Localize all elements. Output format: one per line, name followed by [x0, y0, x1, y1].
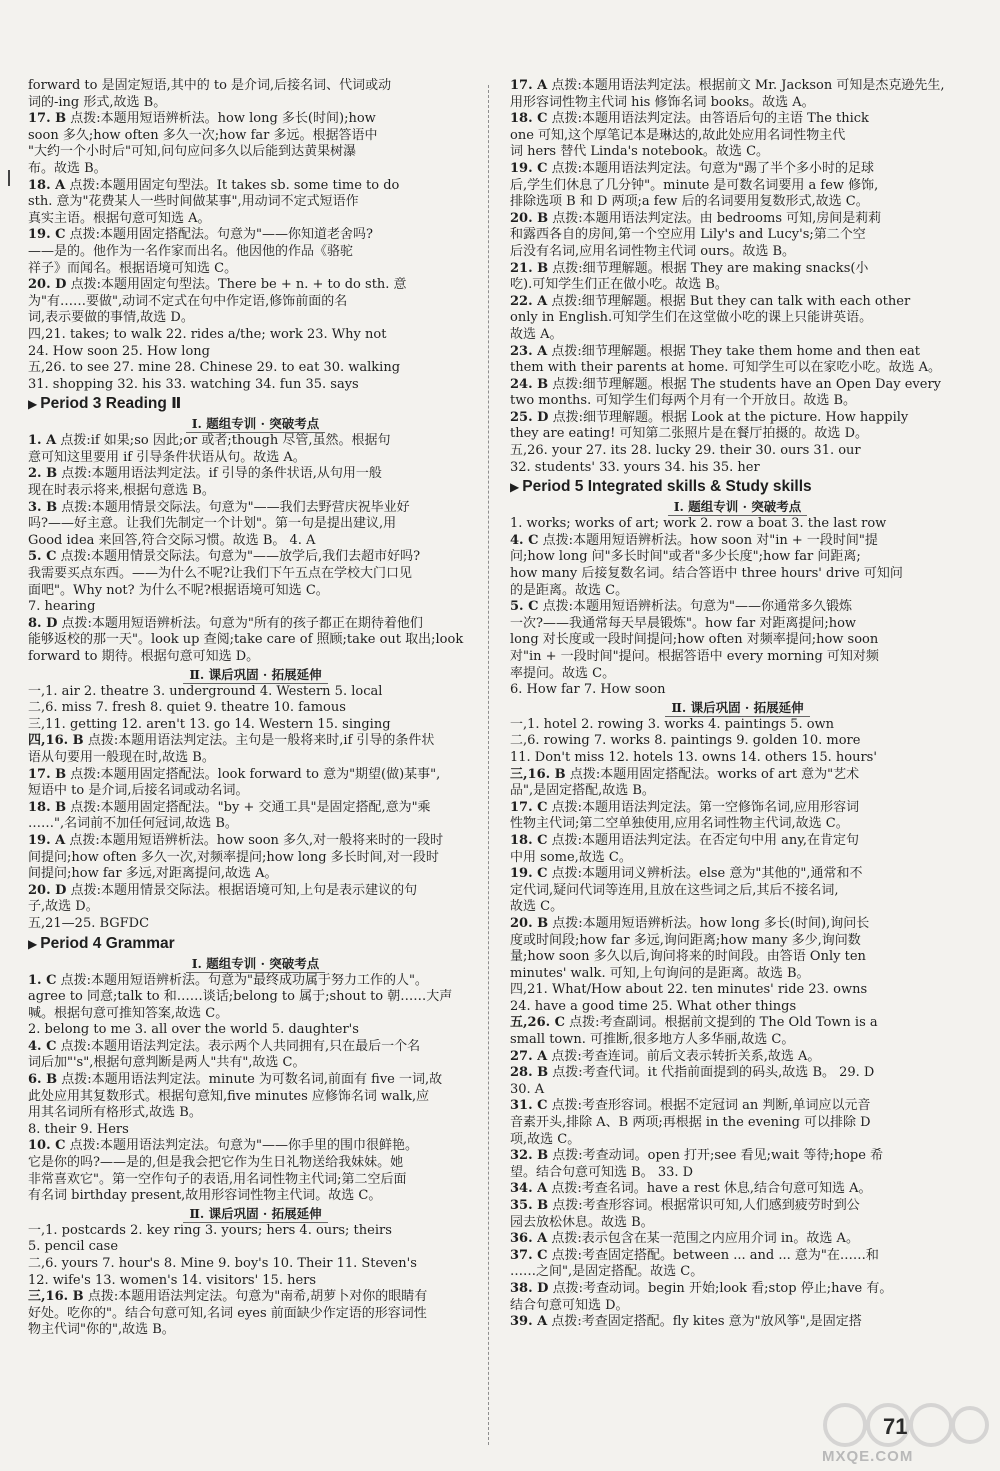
text-line: 2. belong to me 3. all over the world 5. daughter's: [28, 1022, 359, 1038]
text-line: 词,表示要做的事情,故选 D。: [28, 310, 194, 326]
text-line: them with their parents at home. 可知学生可以在家吃小吃。故选 A。: [510, 360, 942, 376]
triangle-bullet-icon: ▶: [510, 480, 520, 495]
text-line: 一次?——我通常每天早晨锻炼"。how far 对距离提问;how: [510, 615, 857, 631]
subsection-text: Ⅰ. 题组专训 · 突破考点: [186, 955, 326, 973]
text-line: 用形容词性物主代词 his 修饰名词 books。故选 A。: [510, 94, 815, 110]
answer-item: [510, 1248, 965, 1265]
answer-explanation: 点拨:考查名词。have a rest 休息,结合句意可知选 A。: [551, 1181, 872, 1197]
answer-number: 20. B: [510, 915, 549, 931]
text-line: ……之间",是固定搭配。故选 C。: [510, 1264, 704, 1280]
text-line: 后,学生们休息了几分钟"。minute 是可数名词要用 a few 修饰,: [510, 177, 879, 193]
answer-number: 32. B: [510, 1148, 549, 1164]
answer-explanation: 点拨:本题用语法判定法。句意为"——你手里的围巾很鲜艳。: [69, 1138, 419, 1154]
text-line: 意可知这里要用 if 引导条件状语从句。故选 A。: [28, 449, 306, 465]
answer-explanation: 点拨:本题用固定搭配法。"by + 交通工具"是固定搭配,意为"乘: [70, 799, 431, 815]
text-line: 排除选项 B 和 D 两项;a few 后的名词要用复数形式,故选 C。: [510, 194, 869, 210]
text-line: 音素开头,排除 A、B 两项;再根据 in the evening 可以排除 D: [510, 1115, 871, 1131]
text-line: 32. students' 33. yours 34. his 35. her: [510, 459, 760, 475]
answer-explanation: 点拨:考查形容词。根据不定冠词 an 判断,单词应以元音: [551, 1098, 871, 1114]
answer-explanation: 点拨:if 如果;so 因此;or 或者;though 尽管,虽然。根据句: [60, 433, 391, 449]
answer-explanation: 点拨:本题用固定搭配法。works of art 意为"艺术: [569, 766, 860, 782]
answer-item: [510, 866, 965, 883]
answer-number: 38. D: [510, 1280, 549, 1296]
answer-item: [28, 1289, 483, 1306]
text-line: 结合句意可知选 D。: [510, 1297, 629, 1313]
answer-item: [510, 1231, 965, 1248]
answer-number: 20. D: [28, 277, 67, 293]
text-line: 二,6. miss 7. fresh 8. quiet 9. theatre 10. famous: [28, 700, 346, 716]
text-line: 它是你的吗?——是的,但是我会把它作为生日礼物送给我妹妹。她: [28, 1155, 404, 1171]
answer-number: 10. C: [28, 1138, 66, 1154]
answer-explanation: 点拨:考查副词。根据前文提到的 The Old Town is a: [569, 1015, 878, 1031]
answer-explanation: 点拨:本题用语法判定法。第一空修饰名词,应用形容词: [551, 799, 860, 815]
answer-explanation: 点拨:本题用语法判定法。句意为"踢了半个多小时的足球: [551, 160, 875, 176]
subsection-heading: [510, 699, 965, 717]
text-line: 一,1. postcards 2. key ring 3. yours; hers 4. ours; theirs: [28, 1222, 392, 1238]
text-line: 率提问。故选 C。: [510, 665, 616, 681]
answer-item: [510, 800, 965, 817]
heading-text: Period 3 Reading Ⅱ: [40, 395, 182, 413]
text-line: 为"有……要做",动词不定式在句中作定语,修饰前面的名: [28, 293, 348, 309]
text-line: forward to 期待。根据句意可知选 D。: [28, 649, 260, 664]
text-line: 望。结合句意可知选 B。 33. D: [510, 1164, 694, 1180]
text-line: long 对长度或一段时间提问;how often 对频率提问;how soon: [510, 632, 879, 648]
answer-item: [28, 111, 483, 128]
answer-item: [28, 883, 483, 900]
answer-explanation: 点拨:本题用固定句型法。There be + n. + to do sth. 意: [70, 277, 407, 293]
text-line: 我需要买点东西。——为什么不呢?让我们下午五点在学校大门口见: [28, 566, 412, 582]
text-line: 8. their 9. Hers: [28, 1121, 129, 1137]
answer-explanation: 点拨:考查固定搭配。between ... and ... 意为"在……和: [551, 1247, 879, 1263]
answer-number: 17. B: [28, 766, 67, 782]
answer-explanation: 点拨:本题用语法判定法。主句是一般将来时,if 引导的条件状: [87, 733, 435, 749]
text-line: 非常喜欢它"。第一空作句子的表语,用名词性物主代词;第二空后面: [28, 1171, 407, 1187]
answer-item: [28, 433, 483, 450]
text-line: 四,21. What/How about 22. ten minutes' ride 23. owns: [510, 982, 868, 998]
text-line: soon 多久;how often 多久一次;how far 多远。根据答语中: [28, 127, 378, 143]
text-line: 问;how long 问"多长时间"或者"多少长度";how far 问距离;: [510, 549, 861, 565]
answer-item: [28, 1072, 483, 1089]
text-line: 吃).可知学生们正在做小吃。故选 B。: [510, 277, 728, 293]
text-line: minutes' walk. 可知,上句询问的是距离。故选 B。: [510, 965, 810, 981]
answer-number: 23. A: [510, 343, 548, 359]
answer-item: [28, 1039, 483, 1056]
answer-item: [510, 1281, 965, 1298]
subsection-text: Ⅱ. 课后巩固 · 拓展延伸: [183, 666, 327, 684]
answer-number: 5. C: [28, 549, 57, 565]
text-line: one 可知,这个厚笔记本是琳达的,故此处应用名词性物主代: [510, 127, 846, 143]
text-line: 对"in + 一段时间"提问。根据答语中 every morning 可知对频: [510, 649, 879, 664]
text-line: 布。故选 B。: [28, 160, 107, 176]
answer-item: [510, 1198, 965, 1215]
text-line: 中用 some,故选 C。: [510, 849, 632, 865]
answer-explanation: 点拨:考查固定搭配。fly kites 意为"放风筝",是固定搭: [551, 1314, 862, 1330]
page-number: 71: [883, 1414, 908, 1439]
answer-number: 39. A: [510, 1314, 548, 1330]
text-line: 四,21. takes; to walk 22. rides a/the; work 23. Why not: [28, 326, 387, 342]
answer-number: 28. B: [510, 1065, 549, 1081]
triangle-bullet-icon: ▶: [28, 936, 38, 951]
triangle-bullet-icon: ▶: [28, 397, 38, 412]
text-line: 短语中 to 是介词,后接名词或动名词。: [28, 783, 249, 799]
answer-item: [28, 616, 483, 633]
answer-item: [28, 466, 483, 483]
text-line: 24. have a good time 25. What other things: [510, 998, 797, 1014]
text-line: 好处。吃你的"。结合句意可知,名词 eyes 前面缺少作定语的形容词性: [28, 1305, 427, 1321]
section-heading: [28, 394, 483, 414]
text-line: 二,6. yours 7. hour's 8. Mine 9. boy's 10. Their 11. Steven's: [28, 1256, 417, 1271]
answer-explanation: 点拨:本题用短语辨析法。how long 多长(时间),询问长: [552, 915, 870, 931]
text-line: 三,11. getting 12. aren't 13. go 14. Western 15. singing: [28, 716, 391, 732]
answer-explanation: 点拨:本题用固定搭配法。look forward to 意为"期望(做)某事",: [70, 766, 441, 782]
answer-explanation: 点拨:本题用短语辨析法。how soon 对"in + 一段时间"提: [542, 532, 878, 548]
answer-item: [510, 1314, 965, 1331]
subsection-heading: [28, 955, 483, 973]
answer-number: 18. A: [28, 177, 66, 193]
text-line: Good idea 来回答,符合交际习惯。故选 B。 4. A: [28, 532, 316, 548]
answer-number: 18. B: [28, 799, 67, 815]
text-line: ……",名词前不加任何冠词,故选 B。: [28, 816, 238, 832]
answer-item: [510, 533, 965, 550]
answer-number: 19. C: [510, 866, 548, 882]
text-line: 1. works; works of art; work 2. row a boat 3. the last row: [510, 516, 887, 532]
text-line: sth. 意为"花费某人一些时间做某事",用动词不定式短语作: [28, 194, 359, 210]
text-line: 一,1. hotel 2. rowing 3. works 4. paintings 5. own: [510, 716, 835, 732]
answer-item: [28, 549, 483, 566]
answer-explanation: 点拨:本题用语法判定法。表示两个人共同拥有,只在最后一个名: [60, 1038, 421, 1054]
answer-number: 5. C: [510, 599, 539, 615]
answer-item: [510, 377, 965, 394]
answer-item: [510, 78, 965, 95]
answer-explanation: 点拨:本题用语法判定法。if 引导的条件状语,从句用一般: [61, 466, 382, 482]
answer-number: 35. B: [510, 1198, 549, 1213]
answer-number: 18. C: [510, 111, 548, 127]
text-line: 30. A: [510, 1081, 545, 1097]
answer-explanation: 点拨:本题用语法判定法。根据前文 Mr. Jackson 可知是杰克逊先生,: [551, 78, 945, 93]
answer-explanation: 点拨:本题用语法判定法。由答语后句的主语 The thick: [551, 111, 869, 127]
text-line: agree to 同意;talk to 和……谈话;belong to 属于;shout to 朝……大声: [28, 989, 453, 1005]
text-line: 定代词,疑问代词等连用,且放在这些词之后,其后不接名词,: [510, 882, 839, 898]
answer-number: 25. D: [510, 409, 549, 425]
text-line: small town. 可推断,很多地方人多华丽,故选 C。: [510, 1032, 795, 1048]
answer-explanation: 点拨:本题用固定句型法。It takes sb. some time to do: [69, 177, 400, 193]
text-line: "大约一个小时后"可知,问句应问多久以后能到达黄果树瀑: [28, 144, 357, 160]
answer-number: 1. A: [28, 433, 57, 449]
answer-item: [28, 973, 483, 990]
text-line: 7. hearing: [28, 599, 96, 615]
answer-item: [510, 410, 965, 427]
text-line: 后没有名词,应用名词性物主代词 ours。故选 B。: [510, 243, 796, 259]
text-line: 现在时表示将来,根据句意选 B。: [28, 483, 215, 499]
text-line: 语从句要用一般现在时,故选 B。: [28, 749, 215, 765]
answer-item: [28, 227, 483, 244]
answer-number: 4. C: [28, 1038, 57, 1054]
answer-explanation: 点拨:细节理解题。根据 Look at the picture. How happily: [552, 409, 909, 425]
text-line: 11. Don't miss 12. hotels 13. owns 14. others 15. hours': [510, 749, 877, 765]
answer-item: [28, 277, 483, 294]
answer-number: 17. C: [510, 799, 548, 815]
answer-explanation: 点拨:本题用情景交际法。句意为"——我们去野营庆祝毕业好: [61, 499, 410, 515]
answer-explanation: 点拨:本题用短语辨析法。句意为"——你通常多久锻炼: [542, 599, 852, 615]
text-line: 吗?——好主意。让我们先制定一个计划"。第一句是提出建议,用: [28, 516, 397, 532]
answer-number: 3. B: [28, 499, 58, 515]
answer-item: [28, 500, 483, 517]
answer-number: 19. C: [510, 160, 548, 176]
answer-item: [510, 833, 965, 850]
answer-explanation: 点拨:本题用词义辨析法。else 意为"其他的",通常和不: [551, 866, 863, 882]
answer-number: 37. C: [510, 1247, 548, 1263]
left-column: [28, 78, 483, 1339]
answer-item: [510, 111, 965, 128]
text-line: 的是距离。故选 C。: [510, 582, 629, 598]
answer-item: [28, 733, 483, 750]
answer-item: [510, 344, 965, 361]
answer-number: 三,16. B: [28, 1289, 84, 1305]
answer-item: [510, 211, 965, 228]
right-column: [510, 78, 965, 1331]
text-line: 用其名词所有格形式,故选 B。: [28, 1105, 202, 1121]
answer-number: 17. B: [28, 111, 67, 127]
answer-item: [28, 833, 483, 850]
text-line: forward to 是固定短语,其中的 to 是介词,后接名词、代词或动: [28, 78, 392, 93]
answer-explanation: 点拨:本题用语法判定法。minute 为可数名词,前面有 five 一词,故: [61, 1072, 443, 1088]
answer-explanation: 点拨:考查动词。open 打开;see 看见;wait 等待;hope 希: [552, 1148, 884, 1164]
answer-explanation: 点拨:本题用语法判定法。由 bedrooms 可知,房间是莉莉: [552, 210, 882, 226]
text-line: 祥子》而闻名。根据语境可知选 C。: [28, 260, 238, 276]
answer-number: 19. A: [28, 832, 66, 848]
column-divider: [488, 85, 489, 1445]
answer-explanation: 点拨:本题用固定搭配法。句意为"——你知道老舍吗?: [69, 227, 373, 243]
answer-number: 20. B: [510, 210, 549, 226]
text-line: 词 hers 替代 Linda's notebook。故选 C。: [510, 144, 770, 160]
answer-number: 20. D: [28, 882, 67, 898]
text-line: 五,21—25. BGFDC: [28, 915, 150, 931]
answer-item: [510, 1065, 965, 1082]
text-line: 词的-ing 形式,故选 B。: [28, 94, 167, 110]
text-line: 24. How soon 25. How long: [28, 343, 210, 359]
subsection-heading: [510, 498, 965, 516]
text-line: 二,6. rowing 7. works 8. paintings 9. golden 10. more: [510, 733, 861, 749]
text-line: 故选 A。: [510, 326, 563, 342]
subsection-heading: [28, 666, 483, 684]
subsection-heading: [28, 415, 483, 433]
subsection-text: Ⅰ. 题组专训 · 突破考点: [186, 415, 326, 433]
answer-explanation: 点拨:细节理解题。根据 The students have an Open Day every: [552, 376, 942, 392]
answer-number: 24. B: [510, 376, 549, 392]
text-line: only in English.可知学生们在这堂做小吃的课上只能讲英语。: [510, 310, 873, 326]
answer-item: [28, 767, 483, 784]
text-line: 一,1. air 2. theatre 3. underground 4. Western 5. local: [28, 683, 383, 699]
answer-item: [510, 294, 965, 311]
heading-text: Period 4 Grammar: [40, 934, 175, 952]
text-line: 五,26. to see 27. mine 28. Chinese 29. to eat 30. walking: [28, 360, 401, 376]
text-line: ——是的。他作为一名作家而出名。他因他的作品《骆驼: [28, 243, 354, 259]
text-line: 5. pencil case: [28, 1239, 119, 1255]
answer-item: [510, 599, 965, 616]
answer-item: [510, 916, 965, 933]
answer-explanation: 点拨:考查代词。it 代指前面提到的码头,故选 B。 29. D: [552, 1065, 875, 1081]
answer-explanation: 点拨:细节理解题。根据 But they can talk with each other: [551, 293, 911, 309]
answer-explanation: 点拨:表示包含在某一范围之内应用介词 in。故选 A。: [551, 1231, 859, 1247]
section-heading: [510, 477, 965, 497]
answer-number: 三,16. B: [510, 766, 566, 782]
answer-number: 17. A: [510, 78, 548, 93]
answer-number: 22. A: [510, 293, 548, 309]
text-line: 子,故选 D。: [28, 899, 99, 915]
answer-explanation: 点拨:考查连词。前后文表示转折关系,故选 A。: [551, 1048, 821, 1064]
text-line: 有名词 birthday present,故用形容词性物主代词。故选 C。: [28, 1188, 382, 1204]
answer-item: [510, 1098, 965, 1115]
answer-number: 19. C: [28, 227, 66, 243]
answer-item: [28, 1138, 483, 1155]
text-line: 项,故选 C。: [510, 1131, 581, 1147]
answer-number: 6. B: [28, 1072, 58, 1088]
text-line: 词后加"'s",根据句意判断是两人"共有",故选 C。: [28, 1055, 306, 1071]
answer-explanation: 点拨:本题用语法判定法。句意为"南希,胡萝卜对你的眼睛有: [87, 1289, 428, 1305]
text-line: 真实主语。根据句意可知选 A。: [28, 210, 211, 226]
answer-number: 21. B: [510, 260, 549, 276]
subsection-text: Ⅱ. 课后巩固 · 拓展延伸: [665, 699, 809, 717]
answer-explanation: 点拨:本题用短语辨析法。句意为"所有的孩子都正在期待着他们: [61, 615, 423, 631]
margin-mark: [8, 170, 10, 186]
text-line: 物主代词"你的",故选 B。: [28, 1322, 175, 1338]
answer-explanation: 点拨:考查动词。begin 开始;look 看;stop 停止;have 有。: [552, 1280, 893, 1296]
text-line: 面吧"。Why not? 为什么不呢?根据语境可知选 C。: [28, 582, 329, 598]
answer-number: 1. C: [28, 972, 57, 988]
answer-number: 8. D: [28, 615, 58, 631]
answer-number: 四,16. B: [28, 733, 84, 749]
answer-explanation: 点拨:本题用短语辨析法。how long 多长(时间);how: [70, 111, 376, 127]
answer-item: [510, 767, 965, 784]
answer-explanation: 点拨:本题用短语辨析法。句意为"最终成功属于努力工作的人"。: [60, 972, 428, 988]
answer-number: 2. B: [28, 466, 58, 482]
text-line: 能够返校的那一天"。look up 查阅;take care of 照顾;take out 取出;look: [28, 632, 464, 648]
answer-number: 34. A: [510, 1181, 548, 1197]
answer-explanation: 点拨:考查形容词。根据常识可知,人们感到疲劳时到公: [552, 1198, 860, 1213]
text-line: 6. How far 7. How soon: [510, 682, 666, 698]
answer-number: 27. A: [510, 1048, 548, 1064]
answer-item: [510, 161, 965, 178]
answer-number: 31. C: [510, 1098, 548, 1114]
text-line: 间提问;how often 多久一次,对频率提问;how long 多长时间,对一段时: [28, 849, 439, 865]
text-line: 五,26. your 27. its 28. lucky 29. their 30. ours 31. our: [510, 443, 861, 459]
answer-number: 4. C: [510, 532, 539, 548]
answer-explanation: 点拨:本题用语法判定法。在否定句中用 any,在肯定句: [551, 832, 860, 848]
answer-number: 36. A: [510, 1231, 548, 1247]
subsection-text: Ⅰ. 题组专训 · 突破考点: [668, 498, 808, 516]
text-line: 度或时间段;how far 多远,询问距离;how many 多少,询问数: [510, 932, 861, 948]
answer-item: [510, 1015, 965, 1032]
text-line: 性物主代词;第二空单独使用,应用名词性物主代词,故选 C。: [510, 816, 849, 832]
text-line: two months. 可知学生们每两个月有一个开放日。故选 B。: [510, 393, 857, 409]
answer-explanation: 点拨:本题用情景交际法。根据语境可知,上句是表示建议的句: [70, 882, 418, 898]
subsection-heading: [28, 1205, 483, 1223]
answer-item: [28, 800, 483, 817]
answer-item: [510, 1181, 965, 1198]
text-line: 和露西各自的房间,第一个空应用 Lily's and Lucy's;第二个空: [510, 227, 866, 243]
text-line: they are eating! 可知第二张照片是在餐厅拍摄的。故选 D。: [510, 426, 868, 442]
text-line: 喊。根据句意可推知答案,故选 C。: [28, 1005, 229, 1021]
subsection-text: Ⅱ. 课后巩固 · 拓展延伸: [183, 1205, 327, 1223]
text-line: 园去放松休息。故选 B。: [510, 1214, 654, 1230]
answer-item: [28, 178, 483, 195]
text-line: 31. shopping 32. his 33. watching 34. fun 35. says: [28, 376, 359, 392]
answer-item: [510, 1148, 965, 1165]
answer-explanation: 点拨:本题用情景交际法。句意为"——放学后,我们去超市好吗?: [60, 549, 421, 565]
answer-explanation: 点拨:细节理解题。根据 They take them home and then eat: [551, 343, 920, 359]
text-line: how many 后接复数名词。结合答语中 three hours' drive 可知问: [510, 566, 903, 582]
text-line: 故选 C。: [510, 899, 564, 915]
answer-item: [510, 261, 965, 278]
answer-item: [510, 1049, 965, 1066]
text-line: 12. wife's 13. women's 14. visitors' 15. hers: [28, 1272, 317, 1288]
answer-number: 18. C: [510, 832, 548, 848]
text-line: 此处应用其复数形式。根据句意知,five minutes 应修饰名词 walk,应: [28, 1088, 430, 1104]
text-line: 间提问;how far 多远,对距离提问,故选 A。: [28, 866, 278, 882]
watermark-url: MXQE.COM: [822, 1448, 914, 1465]
text-line: 量;how soon 多久以后,询问将来的时间段。由答语 Only ten: [510, 949, 866, 965]
answer-number: 五,26. C: [510, 1015, 566, 1031]
answer-explanation: 点拨:本题用短语辨析法。how soon 多久,对一般将来时的一段时: [69, 832, 444, 848]
heading-text: Period 5 Integrated skills & Study skills: [522, 478, 812, 496]
section-heading: [28, 934, 483, 954]
text-line: 品",是固定搭配,故选 B。: [510, 783, 655, 799]
answer-explanation: 点拨:细节理解题。根据 They are making snacks(小: [552, 260, 869, 276]
